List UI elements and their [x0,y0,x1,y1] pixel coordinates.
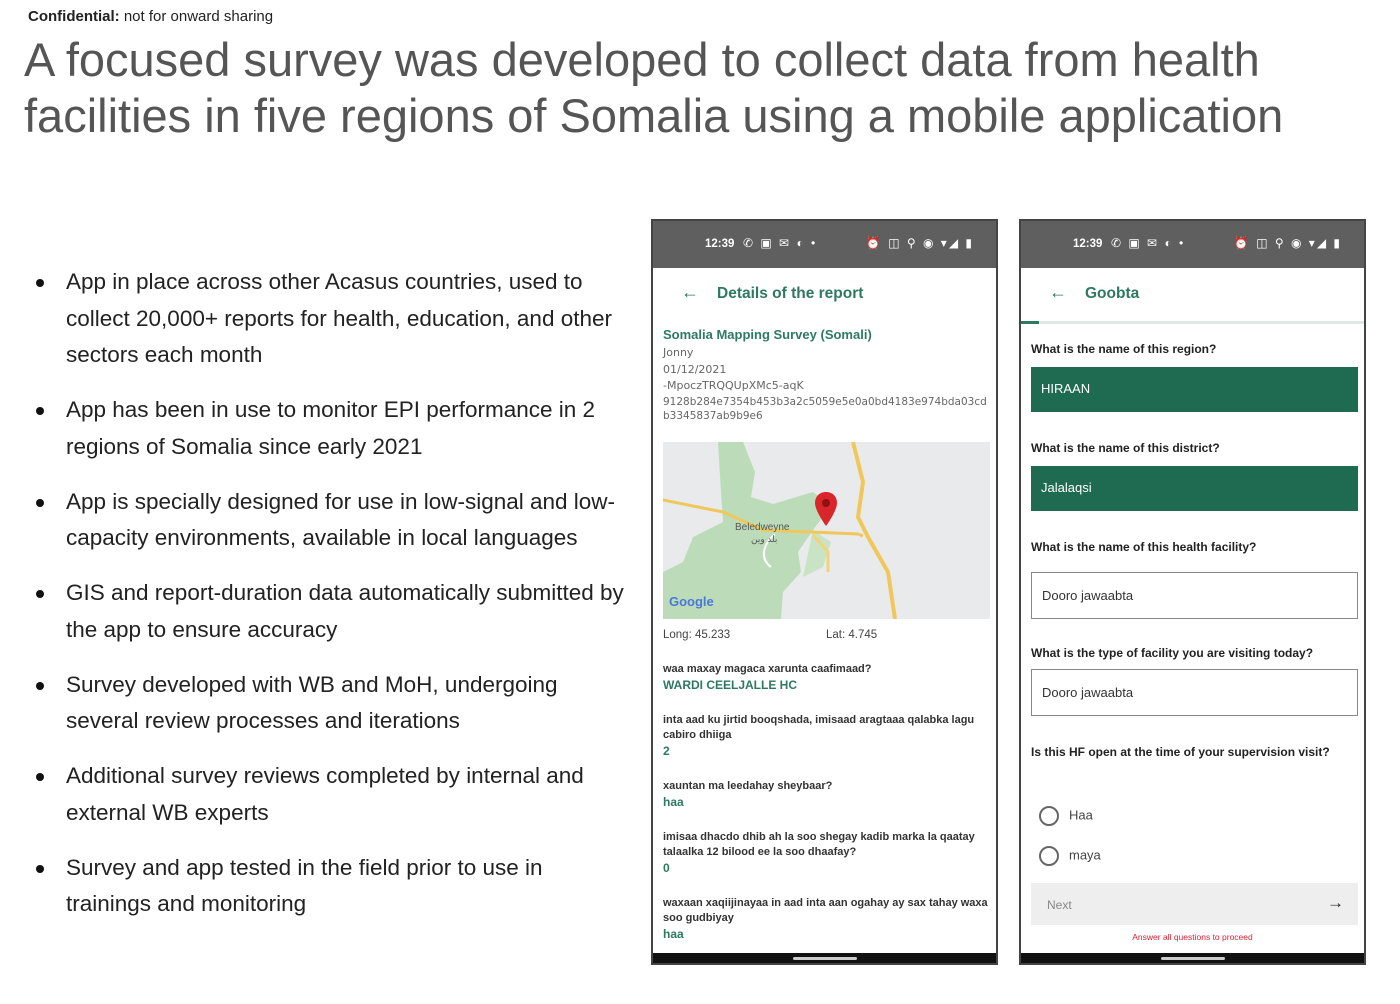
system-status-icons: ⏰ ◫ ⚲ ◉ ▾◢ ▮ [865,236,974,250]
qa-question: waxaan xaqiijinayaa in aad inta aan ogahay ay sax tahay waxa soo gudbiyay [663,897,988,924]
bullet-text: GIS and report-duration data automatically submitted by the app to ensure accuracy [66,580,624,642]
bullet-item [30,575,630,648]
status-bar [1021,221,1364,268]
status-time: 12:39 [1073,238,1103,250]
question-facility-name: What is the name of this health facility? [1031,540,1257,554]
region-select[interactable]: HIRAAN [1031,367,1358,412]
survey-name: Somalia Mapping Survey (Somali) [663,327,872,342]
question-facility-type: What is the type of facility you are visiting today? [1031,646,1314,660]
radio-option-haa[interactable] [1039,806,1093,826]
longitude: Long: 45.233 [663,629,731,641]
bullet-text: Additional survey reviews completed by internal and external WB experts [66,763,584,825]
qa-item [663,779,988,811]
question-hf-open: Is this HF open at the time of your supervision visit? [1031,745,1330,759]
phone-report-details [651,219,998,965]
map-pin-icon [815,492,837,526]
next-label: Next [1047,898,1072,912]
qa-answer: 0 [663,861,670,875]
qa-answer: haa [663,927,684,941]
back-arrow-icon[interactable]: ← [1049,282,1067,302]
radio-circle-icon [1039,806,1059,826]
map-city-label: Beledweyne [735,522,790,533]
question-district: What is the name of this district? [1031,441,1220,455]
qa-question: waa maxay magaca xarunta caafimaad? [663,663,872,675]
location-map[interactable] [663,442,990,619]
bullet-item [30,392,630,465]
back-arrow-icon[interactable]: ← [681,282,699,302]
form-progress-bar [1021,321,1364,324]
confidential-note [28,8,273,25]
qa-answer: haa [663,795,684,809]
bullet-text: App has been in use to monitor EPI performance in 2 regions of Somalia since early 2021 [66,397,596,459]
facility-type-select[interactable]: Dooro jawaabta [1031,669,1358,716]
bullet-dot-icon [36,773,44,781]
bullet-dot-icon [36,865,44,873]
radio-option-maya[interactable] [1039,846,1101,866]
bullet-item [30,264,630,374]
qa-question: inta aad ku jirtid booqshada, imisaad aragtaaa qalabka lagu cabiro dhiiga [663,714,975,741]
status-time: 12:39 [705,238,735,250]
app-bar [1021,268,1364,322]
report-id: -MpoczTRQQUpXMc5-aqK [663,379,804,392]
bullet-dot-icon [36,407,44,415]
bullet-text: Survey developed with WB and MoH, undergoing several review processes and iterations [66,671,558,733]
coordinates [663,629,993,641]
bullet-dot-icon [36,279,44,287]
google-logo: Google [669,594,714,609]
next-button[interactable] [1031,883,1358,925]
bullet-dot-icon [36,682,44,690]
question-region: What is the name of this region? [1031,342,1217,356]
qa-item [663,830,988,877]
bullet-item [30,667,630,740]
radio-label: maya [1069,847,1101,863]
bullet-item [30,758,630,831]
report-user: Jonny [663,346,694,359]
bullet-dot-icon [36,499,44,507]
map-graphic [663,442,990,619]
map-city-local-label: بلد وين [751,534,778,544]
bullet-text: App is specially designed for use in low-signal and low-capacity environments, available in local languages [66,488,616,550]
app-bar [653,268,996,322]
bullet-text: App in place across other Acasus countries, used to collect 20,000+ reports for health, education, and other sectors each month [66,269,612,367]
qa-item [663,713,988,760]
bullet-text: Survey and app tested in the field prior to use in trainings and monitoring [66,854,543,916]
report-date: 01/12/2021 [663,362,727,376]
status-bar [653,221,996,268]
arrow-right-icon: → [1327,893,1344,912]
home-indicator [653,953,996,963]
validation-message: Answer all questions to proceed [1132,932,1253,942]
bullet-item [30,850,630,923]
confidential-label: Confidential: [28,8,120,25]
qa-question: imisaa dhacdo dhib ah la soo shegay kadib marka la qaatay talaalka 12 bilood ee la soo dhaafay? [663,831,975,858]
qa-answer: 2 [663,744,670,758]
qa-question: xauntan ma leedahay sheybaar? [663,780,833,792]
district-select[interactable]: Jalalaqsi [1031,466,1358,511]
bullet-list [30,264,630,941]
bullet-dot-icon [36,590,44,598]
qa-answer: WARDI CEELJALLE HC [663,678,798,692]
bullet-item [30,484,630,557]
confidential-text: not for onward sharing [123,8,274,25]
latitude: Lat: 4.745 [826,629,878,641]
notification-icons: ✆ ▣ ✉ ◐ • [743,236,818,250]
qa-item [663,896,988,943]
report-hash: 9128b284e7354b453b3a2c5059e5e0a0bd4183e974bda03cdb3345837ab9b9e6 [663,395,987,422]
page-title: Goobta [1085,285,1140,302]
radio-label: Haa [1069,807,1093,823]
report-header [663,327,988,423]
page-title: Details of the report [717,285,864,302]
system-status-icons: ⏰ ◫ ⚲ ◉ ▾◢ ▮ [1233,236,1342,250]
notification-icons: ✆ ▣ ✉ ◐ • [1111,236,1186,250]
phone-location-form [1019,219,1366,965]
qa-item [663,662,988,694]
home-indicator [1021,953,1364,963]
facility-name-select[interactable]: Dooro jawaabta [1031,572,1358,619]
slide-title: A focused survey was developed to collect data from health facilities in five regions of Somalia using a mobile application [24,33,1284,142]
radio-circle-icon [1039,846,1059,866]
